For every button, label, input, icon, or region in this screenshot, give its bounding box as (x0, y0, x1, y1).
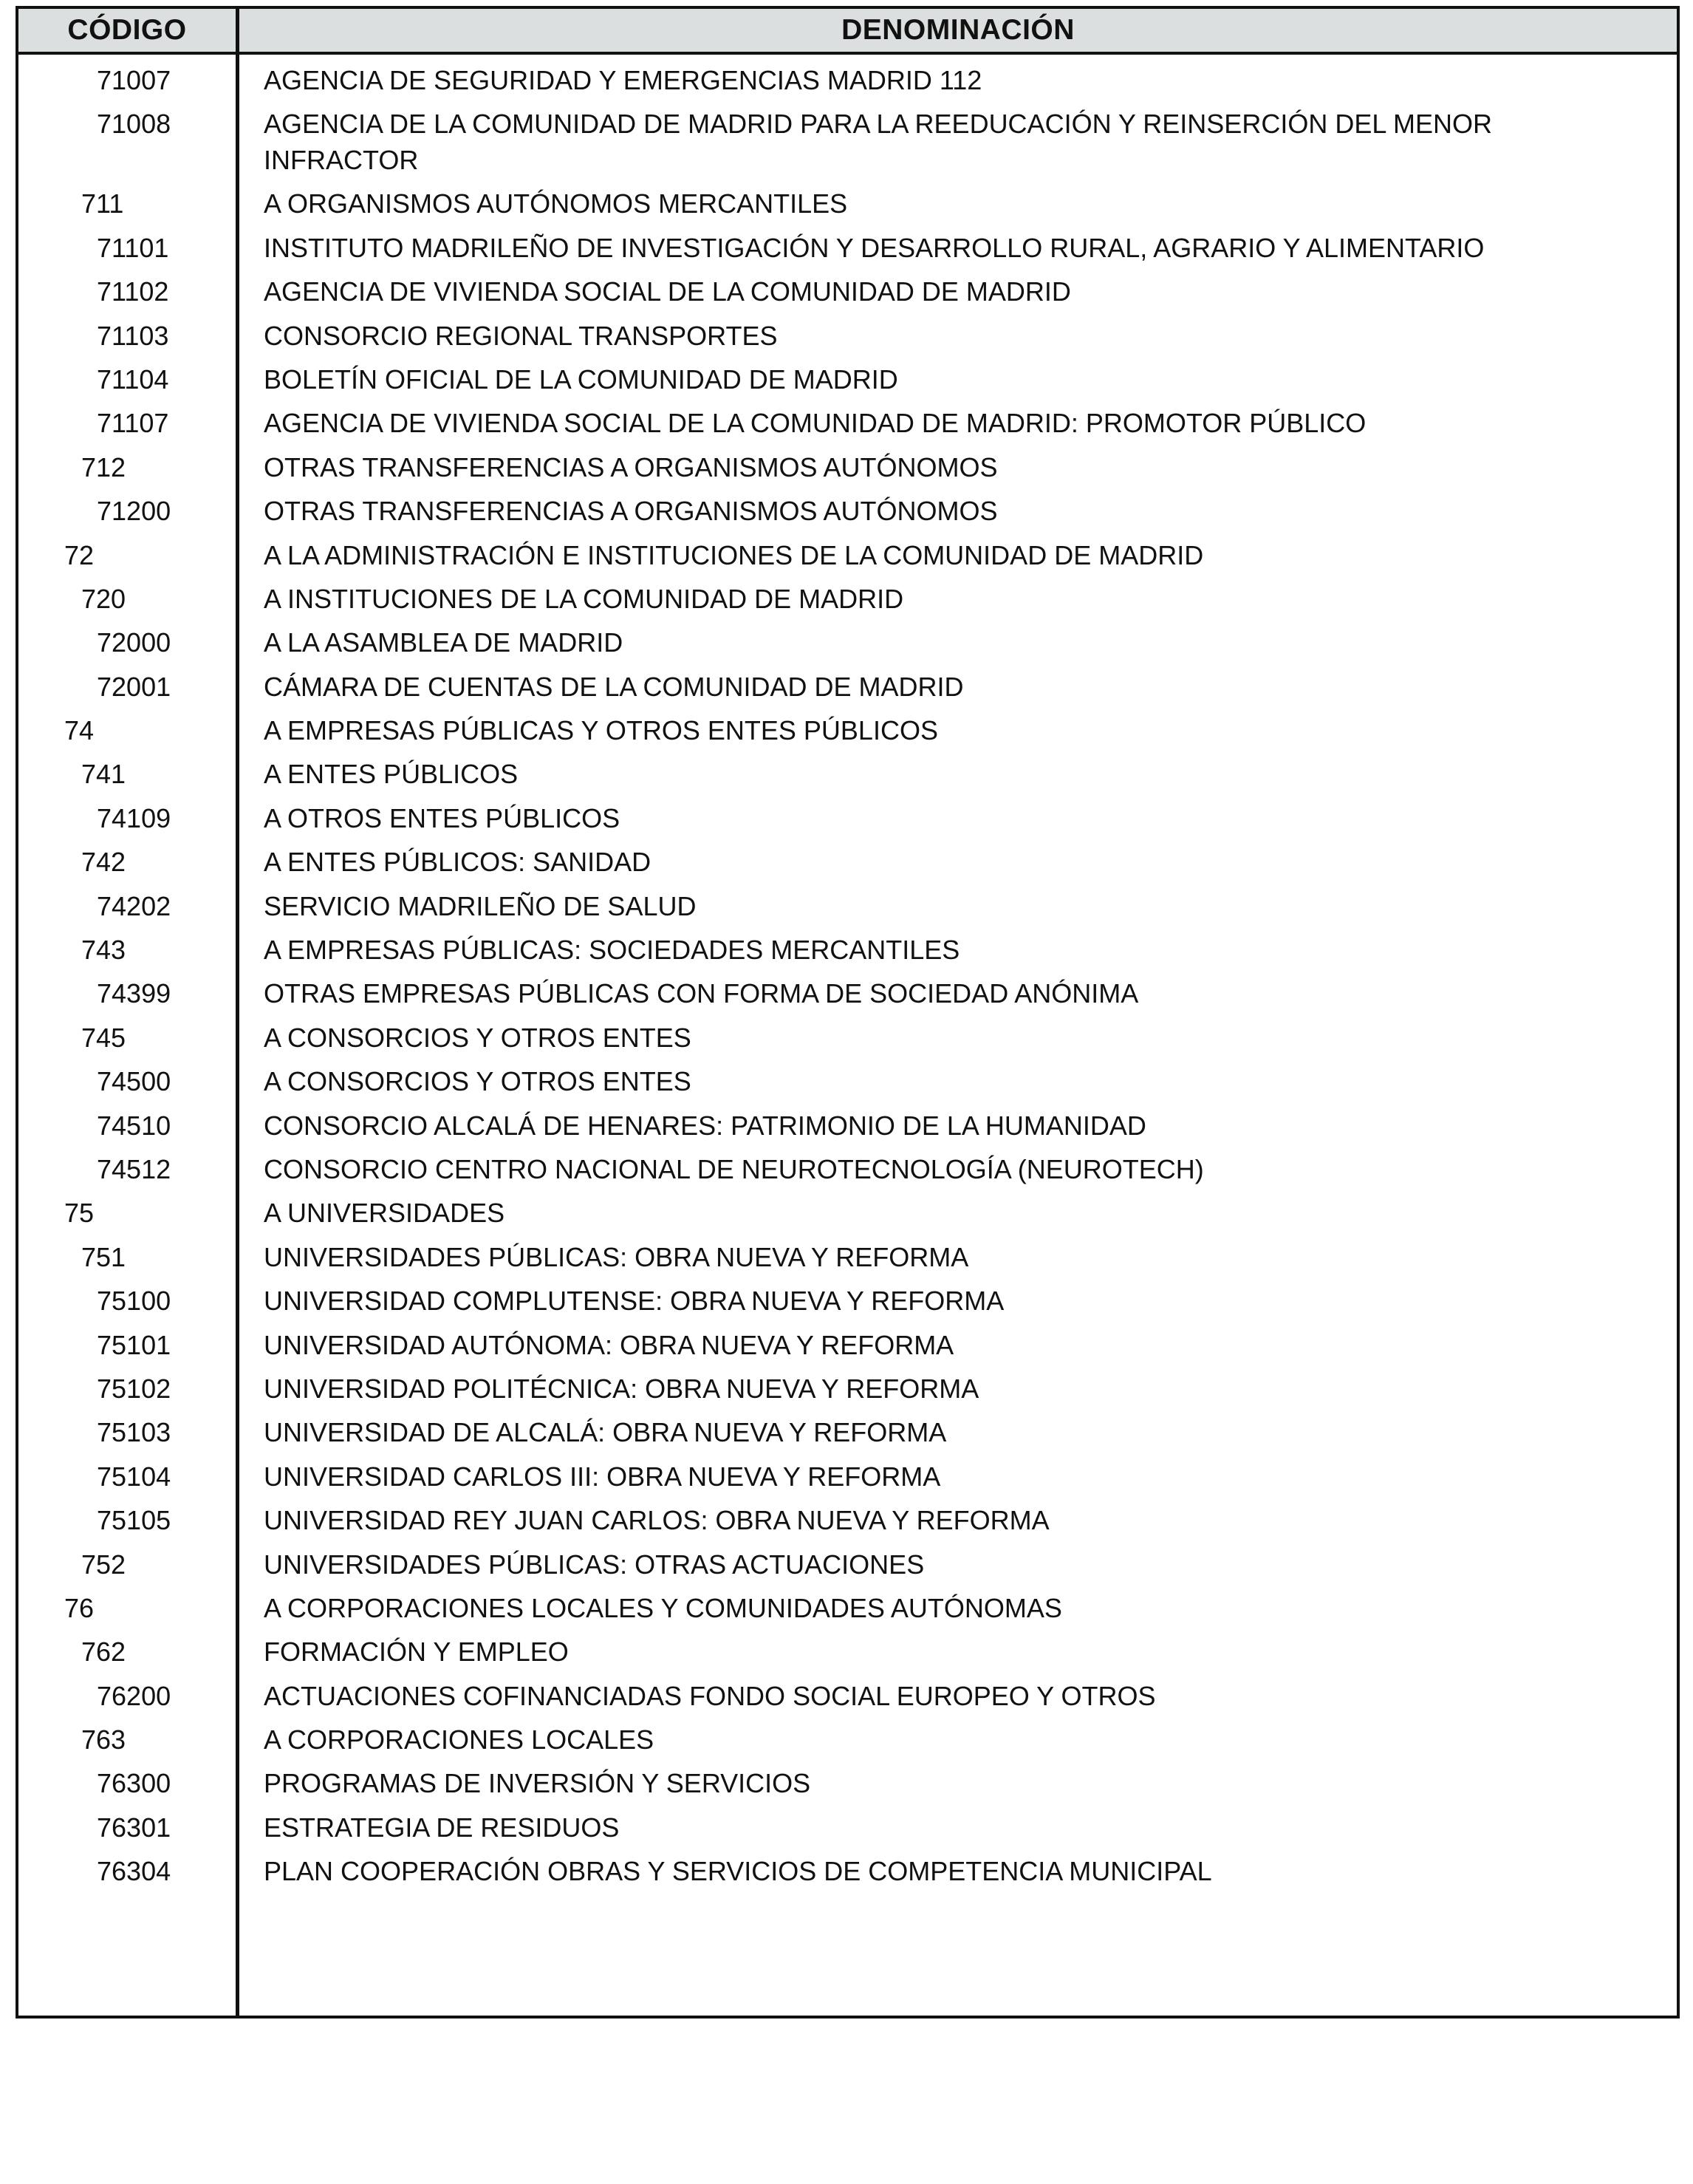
row-denominacion: A CORPORACIONES LOCALES Y COMUNIDADES AUTÓNOMAS (264, 1592, 1062, 1623)
row-code: 71101 (97, 232, 169, 263)
table-row (18, 1275, 1677, 1319)
table-row (18, 222, 1677, 266)
table-row (18, 1451, 1677, 1495)
row-code: 71008 (97, 109, 171, 140)
row-denominacion: ACTUACIONES COFINANCIADAS FONDO SOCIAL EUROPEO Y OTROS (264, 1680, 1156, 1711)
table-header (18, 9, 1677, 55)
table-row (18, 748, 1677, 792)
row-denominacion: ESTRATEGIA DE RESIDUOS (264, 1812, 620, 1843)
table-row (18, 442, 1677, 485)
row-code: 75 (64, 1198, 95, 1229)
row-denominacion: A UNIVERSIDADES (264, 1198, 505, 1229)
row-code: 71007 (97, 65, 171, 95)
table-row (18, 924, 1677, 968)
row-code: 745 (81, 1022, 126, 1053)
table-row (18, 1187, 1677, 1231)
budget-code-table (16, 6, 1680, 2019)
row-denominacion: OTRAS TRANSFERENCIAS A ORGANISMOS AUTÓNOMOS (264, 496, 998, 527)
row-denominacion: BOLETÍN OFICIAL DE LA COMUNIDAD DE MADRID (264, 364, 898, 395)
row-code: 76300 (97, 1768, 171, 1799)
row-denominacion: AGENCIA DE VIVIENDA SOCIAL DE LA COMUNIDAD DE MADRID: PROMOTOR PÚBLICO (264, 408, 1367, 439)
row-code: 75100 (97, 1286, 171, 1317)
table-row (18, 1012, 1677, 1056)
table-row (18, 266, 1677, 310)
row-code: 763 (81, 1724, 126, 1755)
table-row (18, 530, 1677, 573)
row-denominacion: A LA ADMINISTRACIÓN E INSTITUCIONES DE LA COMUNIDAD DE MADRID (264, 539, 1204, 570)
table-row (18, 793, 1677, 836)
row-denominacion: A CONSORCIOS Y OTROS ENTES (264, 1022, 691, 1053)
row-denominacion: A ORGANISMOS AUTÓNOMOS MERCANTILES (264, 188, 848, 219)
row-code: 74 (64, 715, 95, 746)
row-code: 743 (81, 935, 126, 966)
row-code: 74202 (97, 890, 171, 921)
table-row (18, 1056, 1677, 1099)
row-denominacion: AGENCIA DE VIVIENDA SOCIAL DE LA COMUNIDAD DE MADRID (264, 276, 1071, 307)
row-denominacion: CÁMARA DE CUENTAS DE LA COMUNIDAD DE MADRID (264, 671, 964, 702)
table-row (18, 1144, 1677, 1187)
row-denominacion: OTRAS EMPRESAS PÚBLICAS CON FORMA DE SOCIEDAD ANÓNIMA (264, 978, 1139, 1009)
row-denominacion: A OTROS ENTES PÚBLICOS (264, 802, 620, 833)
row-denominacion: A LA ASAMBLEA DE MADRID (264, 627, 623, 658)
row-denominacion: A CORPORACIONES LOCALES (264, 1724, 654, 1755)
table-row (18, 573, 1677, 617)
row-code: 74399 (97, 978, 171, 1009)
row-denominacion: A EMPRESAS PÚBLICAS Y OTROS ENTES PÚBLICOS (264, 715, 938, 746)
row-code: 72000 (97, 627, 171, 658)
row-denominacion: FORMACIÓN Y EMPLEO (264, 1637, 569, 1668)
table-row (18, 617, 1677, 661)
row-denominacion: A ENTES PÚBLICOS (264, 759, 519, 790)
row-denominacion: PLAN COOPERACIÓN OBRAS Y SERVICIOS DE COMPETENCIA MUNICIPAL (264, 1856, 1212, 1887)
row-code: 72 (64, 539, 95, 570)
table-row (18, 968, 1677, 1011)
table-row (18, 1407, 1677, 1450)
row-code: 711 (81, 188, 124, 219)
table-row (18, 1495, 1677, 1538)
row-denominacion: UNIVERSIDAD POLITÉCNICA: OBRA NUEVA Y REFORMA (264, 1373, 979, 1404)
row-code: 75104 (97, 1461, 171, 1492)
row-denominacion: AGENCIA DE SEGURIDAD Y EMERGENCIAS MADRID 112 (264, 65, 982, 95)
table-body (18, 55, 1677, 1890)
row-code: 75105 (97, 1505, 171, 1536)
table-row (18, 178, 1677, 222)
row-denominacion: UNIVERSIDAD AUTÓNOMA: OBRA NUEVA Y REFORMA (264, 1329, 954, 1360)
row-code: 74512 (97, 1153, 171, 1184)
row-code: 751 (81, 1241, 126, 1272)
row-code: 752 (81, 1549, 126, 1580)
row-code: 75102 (97, 1373, 171, 1404)
table-row (18, 1583, 1677, 1626)
row-denominacion: OTRAS TRANSFERENCIAS A ORGANISMOS AUTÓNOMOS (264, 451, 998, 482)
row-denominacion: CONSORCIO ALCALÁ DE HENARES: PATRIMONIO DE LA HUMANIDAD (264, 1110, 1146, 1141)
table-row (18, 1714, 1677, 1758)
row-code: 76 (64, 1592, 95, 1623)
row-denominacion: SERVICIO MADRILEÑO DE SALUD (264, 890, 697, 921)
row-denominacion: A EMPRESAS PÚBLICAS: SOCIEDADES MERCANTILES (264, 935, 960, 966)
row-denominacion: A CONSORCIOS Y OTROS ENTES (264, 1066, 691, 1097)
row-code: 71102 (97, 276, 169, 307)
row-code: 75103 (97, 1417, 171, 1448)
row-denominacion: UNIVERSIDADES PÚBLICAS: OBRA NUEVA Y REFORMA (264, 1241, 969, 1272)
table-row (18, 1671, 1677, 1714)
table-row (18, 397, 1677, 441)
row-denominacion: UNIVERSIDAD DE ALCALÁ: OBRA NUEVA Y REFORMA (264, 1417, 947, 1448)
row-code: 71200 (97, 496, 171, 527)
row-denominacion: UNIVERSIDAD COMPLUTENSE: OBRA NUEVA Y REFORMA (264, 1286, 1005, 1317)
table-row (18, 836, 1677, 880)
table-row (18, 1626, 1677, 1670)
table-row (18, 310, 1677, 354)
table-row (18, 1846, 1677, 1889)
table-row (18, 1100, 1677, 1144)
row-denominacion: A ENTES PÚBLICOS: SANIDAD (264, 847, 651, 878)
header-denominacion: DENOMINACIÓN (841, 14, 1075, 46)
row-denominacion: AGENCIA DE LA COMUNIDAD DE MADRID PARA LA REEDUCACIÓN Y REINSERCIÓN DEL MENOR INFRACTOR (264, 109, 1493, 176)
table-row (18, 661, 1677, 705)
row-denominacion: PROGRAMAS DE INVERSIÓN Y SERVICIOS (264, 1768, 811, 1799)
row-code: 71103 (97, 320, 169, 351)
row-code: 74109 (97, 802, 171, 833)
row-code: 741 (81, 759, 126, 790)
row-code: 74510 (97, 1110, 171, 1141)
table-row (18, 1539, 1677, 1583)
table-row (18, 705, 1677, 748)
row-denominacion: CONSORCIO CENTRO NACIONAL DE NEUROTECNOLOGÍA (NEUROTECH) (264, 1153, 1204, 1184)
row-code: 71104 (97, 364, 169, 395)
table-row (18, 881, 1677, 924)
row-code: 742 (81, 847, 126, 878)
table-row (18, 98, 1677, 178)
table-row (18, 1363, 1677, 1407)
row-denominacion: UNIVERSIDAD CARLOS III: OBRA NUEVA Y REFORMA (264, 1461, 941, 1492)
row-code: 762 (81, 1637, 126, 1668)
row-code: 72001 (97, 671, 171, 702)
row-code: 76301 (97, 1812, 171, 1843)
row-code: 76304 (97, 1856, 171, 1887)
table-row (18, 1232, 1677, 1275)
row-code: 75101 (97, 1329, 171, 1360)
row-denominacion: CONSORCIO REGIONAL TRANSPORTES (264, 320, 778, 351)
table-row (18, 1802, 1677, 1846)
row-denominacion: INSTITUTO MADRILEÑO DE INVESTIGACIÓN Y DESARROLLO RURAL, AGRARIO Y ALIMENTARIO (264, 232, 1485, 263)
row-code: 76200 (97, 1680, 171, 1711)
row-denominacion: UNIVERSIDAD REY JUAN CARLOS: OBRA NUEVA Y REFORMA (264, 1505, 1050, 1536)
table-row (18, 1320, 1677, 1363)
table-row (18, 354, 1677, 397)
row-code: 74500 (97, 1066, 171, 1097)
table-row (18, 485, 1677, 529)
table-row (18, 55, 1677, 98)
header-codigo: CÓDIGO (67, 14, 187, 46)
row-code: 712 (81, 451, 126, 482)
row-code: 720 (81, 583, 126, 614)
row-denominacion: UNIVERSIDADES PÚBLICAS: OTRAS ACTUACIONES (264, 1549, 925, 1580)
table-row (18, 1758, 1677, 1801)
row-code: 71107 (97, 408, 169, 439)
row-denominacion: A INSTITUCIONES DE LA COMUNIDAD DE MADRID (264, 583, 904, 614)
